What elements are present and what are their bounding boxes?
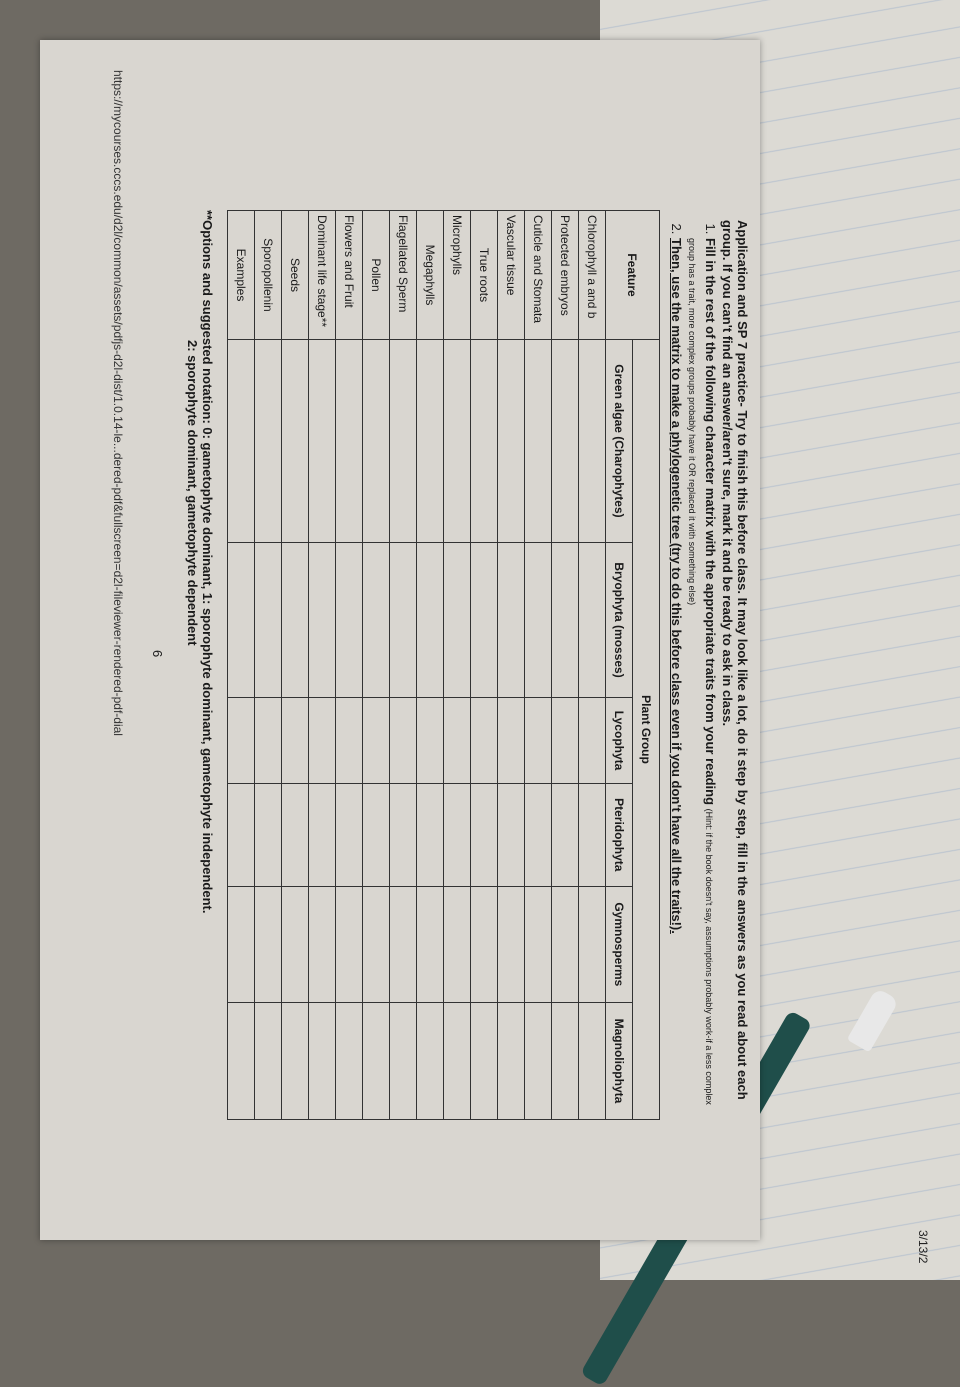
table-row — [444, 211, 471, 1120]
matrix-cell[interactable] — [552, 783, 579, 886]
matrix-cell[interactable] — [282, 783, 309, 886]
matrix-cell[interactable] — [579, 1002, 606, 1119]
feature-header: Feature — [606, 211, 660, 340]
matrix-cell[interactable] — [579, 698, 606, 784]
matrix-cell[interactable] — [282, 886, 309, 1002]
feature-label: Examples — [228, 211, 255, 340]
matrix-cell[interactable] — [228, 698, 255, 784]
table-row — [471, 211, 498, 1120]
matrix-cell[interactable] — [390, 542, 417, 697]
matrix-cell[interactable] — [552, 542, 579, 697]
instructions — [669, 220, 750, 1120]
matrix-cell[interactable] — [336, 698, 363, 784]
matrix-cell[interactable] — [579, 886, 606, 1002]
feature-label: Seeds — [282, 211, 309, 340]
step-2 — [669, 238, 684, 1120]
matrix-cell[interactable] — [444, 886, 471, 1002]
table-row — [336, 211, 363, 1120]
feature-label: Megaphylls — [417, 211, 444, 340]
table-row — [282, 211, 309, 1120]
matrix-cell[interactable] — [471, 783, 498, 886]
column-header: Magnoliophyta — [606, 1002, 633, 1119]
matrix-cell[interactable] — [552, 1002, 579, 1119]
matrix-cell[interactable] — [336, 1002, 363, 1119]
note-line-1: **Options and suggested notation: 0: gametophyte dominant, 1: sporophyte dominant, gametophyte independent. — [200, 210, 215, 914]
matrix-cell[interactable] — [498, 783, 525, 886]
matrix-cell[interactable] — [390, 698, 417, 784]
matrix-cell[interactable] — [309, 1002, 336, 1119]
matrix-cell[interactable] — [228, 340, 255, 543]
matrix-cell[interactable] — [390, 783, 417, 886]
matrix-cell[interactable] — [309, 698, 336, 784]
matrix-cell[interactable] — [552, 340, 579, 543]
matrix-cell[interactable] — [417, 698, 444, 784]
step-1-hint: (Hint: if the book doesn't say, assumptions probably work-if a less complex group has a trait, more complex groups probably have it OR replaced it with something else) — [687, 238, 714, 1105]
matrix-cell[interactable] — [498, 1002, 525, 1119]
matrix-cell[interactable] — [282, 340, 309, 543]
matrix-cell[interactable] — [363, 1002, 390, 1119]
matrix-cell[interactable] — [471, 698, 498, 784]
matrix-cell[interactable] — [579, 783, 606, 886]
table-row — [417, 211, 444, 1120]
character-matrix — [227, 210, 660, 1120]
plant-group-header: Plant Group — [633, 340, 660, 1120]
table-row — [579, 211, 606, 1120]
matrix-cell[interactable] — [282, 698, 309, 784]
matrix-cell[interactable] — [444, 1002, 471, 1119]
feature-label: True roots — [471, 211, 498, 340]
matrix-cell[interactable] — [471, 886, 498, 1002]
matrix-cell[interactable] — [498, 542, 525, 697]
matrix-cell[interactable] — [579, 542, 606, 697]
matrix-cell[interactable] — [498, 886, 525, 1002]
matrix-cell[interactable] — [390, 340, 417, 543]
feature-label: Flowers and Fruit — [336, 211, 363, 340]
column-header: Gymnosperms — [606, 886, 633, 1002]
matrix-cell[interactable] — [444, 340, 471, 543]
matrix-cell[interactable] — [552, 886, 579, 1002]
matrix-cell[interactable] — [336, 542, 363, 697]
matrix-cell[interactable] — [255, 698, 282, 784]
matrix-cell[interactable] — [498, 698, 525, 784]
feature-label: Flagellated Sperm — [390, 211, 417, 340]
table-row — [390, 211, 417, 1120]
matrix-cell[interactable] — [444, 698, 471, 784]
matrix-cell[interactable] — [552, 698, 579, 784]
matrix-cell[interactable] — [417, 542, 444, 697]
matrix-cell[interactable] — [363, 886, 390, 1002]
column-header: Lycophyta — [606, 698, 633, 784]
matrix-cell[interactable] — [525, 698, 552, 784]
matrix-cell[interactable] — [309, 886, 336, 1002]
matrix-cell[interactable] — [363, 340, 390, 543]
matrix-cell[interactable] — [228, 1002, 255, 1119]
table-row — [363, 211, 390, 1120]
step-1 — [684, 238, 718, 1120]
matrix-cell[interactable] — [525, 1002, 552, 1119]
table-row — [498, 211, 525, 1120]
feature-label: Protected embryos — [552, 211, 579, 340]
feature-label: Cuticle and Stomata — [525, 211, 552, 340]
matrix-cell[interactable] — [255, 340, 282, 543]
matrix-cell[interactable] — [525, 340, 552, 543]
matrix-cell[interactable] — [255, 783, 282, 886]
matrix-cell[interactable] — [471, 1002, 498, 1119]
matrix-cell[interactable] — [363, 783, 390, 886]
matrix-cell[interactable] — [417, 340, 444, 543]
matrix-cell[interactable] — [444, 542, 471, 697]
step-1-text: Fill in the rest of the following character matrix with the appropriate traits from your reading — [703, 238, 718, 806]
matrix-cell[interactable] — [228, 783, 255, 886]
notation-note — [185, 210, 215, 1160]
feature-label: Dominant life stage** — [309, 211, 336, 340]
matrix-cell[interactable] — [363, 698, 390, 784]
column-header: Pteridophyta — [606, 783, 633, 886]
matrix-cell[interactable] — [417, 886, 444, 1002]
matrix-cell[interactable] — [471, 340, 498, 543]
matrix-cell[interactable] — [498, 340, 525, 543]
table-row — [228, 211, 255, 1120]
table-row — [255, 211, 282, 1120]
matrix-cell[interactable] — [336, 886, 363, 1002]
matrix-cell[interactable] — [579, 340, 606, 543]
matrix-cell[interactable] — [417, 1002, 444, 1119]
matrix-cell[interactable] — [228, 542, 255, 697]
column-header: Green algae (Charophytes) — [606, 340, 633, 543]
note-line-2: 2: sporophyte dominant, gametophyte dependent — [185, 340, 200, 646]
matrix-cell[interactable] — [228, 886, 255, 1002]
matrix-cell[interactable] — [255, 1002, 282, 1119]
feature-label: Sporopollenin — [255, 211, 282, 340]
matrix-cell[interactable] — [525, 886, 552, 1002]
matrix-cell[interactable] — [417, 783, 444, 886]
table-row — [525, 211, 552, 1120]
instructions-title: Application and SP 7 practice- Try to finish this before class. It may look like a lot, do it step by step, fill in the answers as you read about each group. If you can't find an answer/aren't sure, mark it and be ready to ask in class. — [720, 220, 750, 1100]
matrix-cell[interactable] — [309, 340, 336, 543]
matrix-cell[interactable] — [309, 783, 336, 886]
feature-label: Chlorophyll a and b — [579, 211, 606, 340]
matrix-cell[interactable] — [336, 783, 363, 886]
table-row — [309, 211, 336, 1120]
matrix-cell[interactable] — [471, 542, 498, 697]
printed-sheet — [40, 40, 760, 1240]
matrix-cell[interactable] — [525, 783, 552, 886]
matrix-cell[interactable] — [444, 783, 471, 886]
matrix-cell[interactable] — [390, 1002, 417, 1119]
table-row — [552, 211, 579, 1120]
matrix-cell[interactable] — [255, 886, 282, 1002]
instruction-steps — [669, 220, 718, 1120]
page-number: 6 — [150, 650, 165, 658]
feature-label: Microphylls — [444, 211, 471, 340]
matrix-cell[interactable] — [282, 542, 309, 697]
worksheet-page — [90, 70, 750, 1210]
matrix-cell[interactable] — [255, 542, 282, 697]
feature-label: Vascular tissue — [498, 211, 525, 340]
page-url: https://mycourses.cccs.edu/d2l/common/assets/pdfjs-d2l-dist/1.0.14-le...dered-pdf&fullscreen=d2l-fileviewer-rendered-pdf-dial — [111, 70, 125, 736]
matrix-cell[interactable] — [282, 1002, 309, 1119]
matrix-cell[interactable] — [309, 542, 336, 697]
matrix-cell[interactable] — [525, 542, 552, 697]
step-2-text: Then, use the matrix to make a phylogenetic tree (try to do this before class even if you don't have all the traits!). — [669, 238, 684, 934]
feature-label: Pollen — [363, 211, 390, 340]
column-header: Bryophyta (mosses) — [606, 542, 633, 697]
matrix-cell[interactable] — [390, 886, 417, 1002]
date-mark: 3/13/2 — [916, 1230, 930, 1264]
matrix-cell[interactable] — [336, 340, 363, 543]
matrix-cell[interactable] — [363, 542, 390, 697]
